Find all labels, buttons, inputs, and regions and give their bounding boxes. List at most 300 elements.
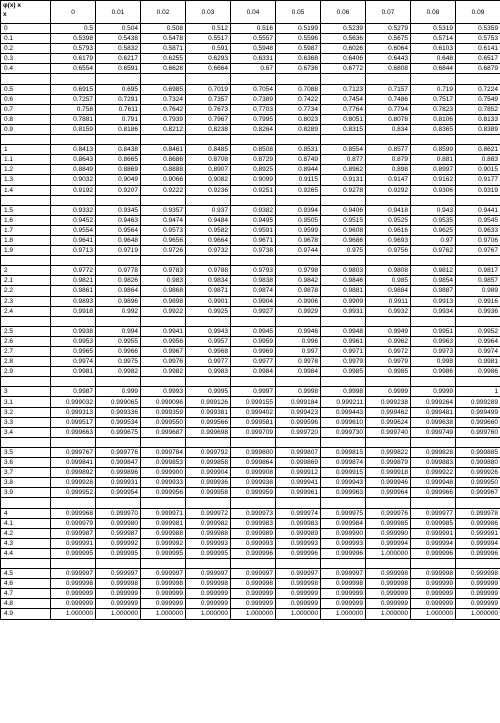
spacer-cell: [51, 437, 96, 447]
value-cell: 1: [456, 387, 500, 397]
value-cell: 0.9147: [366, 175, 411, 185]
spacer-cell: [51, 316, 96, 326]
value-cell: 0.6141: [456, 44, 500, 54]
table-row: [1, 296, 500, 306]
table-row: [1, 589, 500, 599]
value-cell: 0.998: [411, 357, 456, 367]
value-cell: 0.999999: [231, 589, 276, 599]
value-cell: 0.999912: [276, 468, 321, 478]
spacer-row: [1, 195, 500, 205]
value-cell: 0.97: [411, 235, 456, 245]
value-cell: 0.999961: [276, 488, 321, 498]
value-cell: 0.9909: [321, 296, 366, 306]
value-cell: 0.7967: [186, 114, 231, 124]
column-header: 0: [51, 1, 96, 24]
value-cell: 0.9418: [366, 205, 411, 215]
value-cell: 0.9319: [456, 185, 500, 195]
value-cell: 0.9929: [276, 306, 321, 316]
value-cell: 0.9671: [231, 235, 276, 245]
value-cell: 0.999994: [456, 538, 500, 548]
value-cell: 0.999999: [411, 599, 456, 609]
spacer-cell: [1, 316, 51, 326]
value-cell: 0.9726: [141, 246, 186, 256]
table-row: [1, 528, 500, 538]
spacer-cell: [276, 74, 321, 84]
value-cell: 0.9998: [276, 387, 321, 397]
value-cell: 0.9633: [456, 225, 500, 235]
value-cell: 0.999638: [411, 417, 456, 427]
value-cell: 0.999971: [141, 508, 186, 518]
value-cell: 0.7995: [231, 114, 276, 124]
value-cell: 0.9616: [366, 225, 411, 235]
value-cell: 0.9966: [96, 347, 141, 357]
row-label: 4.5: [1, 569, 51, 579]
spacer-cell: [456, 135, 500, 145]
value-cell: 0.6628: [141, 64, 186, 74]
value-cell: 0.999995: [96, 548, 141, 558]
column-header: 0.05: [276, 1, 321, 24]
value-cell: 0.999979: [51, 518, 96, 528]
value-cell: 0.999992: [96, 538, 141, 548]
value-cell: 0.999994: [411, 538, 456, 548]
value-cell: 0.9693: [366, 235, 411, 245]
spacer-cell: [276, 256, 321, 266]
spacer-cell: [411, 256, 456, 266]
value-cell: 0.8485: [186, 145, 231, 155]
value-cell: 0.999989: [231, 528, 276, 538]
value-cell: 0.9941: [141, 326, 186, 336]
value-cell: 0.999: [96, 387, 141, 397]
value-cell: 0.999847: [96, 458, 141, 468]
value-cell: 0.999767: [51, 447, 96, 457]
value-cell: 0.6879: [456, 64, 500, 74]
spacer-cell: [96, 74, 141, 84]
value-cell: 0.9251: [231, 185, 276, 195]
value-cell: 0.9906: [276, 296, 321, 306]
value-cell: 0.5675: [366, 34, 411, 44]
table-row: [1, 336, 500, 346]
spacer-cell: [1, 377, 51, 387]
value-cell: 0.9778: [96, 266, 141, 276]
value-cell: 0.9925: [186, 306, 231, 316]
spacer-cell: [186, 135, 231, 145]
row-label: 0: [1, 24, 51, 34]
spacer-cell: [186, 195, 231, 205]
value-cell: 0.9861: [51, 286, 96, 296]
value-cell: 0.999869: [276, 458, 321, 468]
spacer-cell: [366, 437, 411, 447]
spacer-cell: [276, 135, 321, 145]
spacer-cell: [96, 195, 141, 205]
spacer-cell: [321, 256, 366, 266]
value-cell: 0.9772: [51, 266, 96, 276]
table-row: [1, 427, 500, 437]
table-row: [1, 488, 500, 498]
value-cell: 0.6591: [96, 64, 141, 74]
value-cell: 0.9898: [141, 296, 186, 306]
spacer-cell: [411, 135, 456, 145]
value-cell: 0.999992: [141, 538, 186, 548]
value-cell: 0.8997: [411, 165, 456, 175]
spacer-cell: [231, 74, 276, 84]
row-label: 4.6: [1, 579, 51, 589]
value-cell: 0.999943: [321, 478, 366, 488]
spacer-cell: [141, 74, 186, 84]
column-header: 0.02: [141, 1, 186, 24]
value-cell: 0.9999: [411, 387, 456, 397]
row-label: 4.1: [1, 518, 51, 528]
value-cell: 0.9977: [231, 357, 276, 367]
value-cell: 0.8888: [141, 165, 186, 175]
table-row: [1, 447, 500, 457]
value-cell: 0.7939: [141, 114, 186, 124]
value-cell: 0.9082: [186, 175, 231, 185]
value-cell: 0.999313: [51, 407, 96, 417]
value-cell: 0.9452: [51, 215, 96, 225]
value-cell: 0.999997: [231, 569, 276, 579]
value-cell: 0.9222: [141, 185, 186, 195]
spacer-cell: [51, 256, 96, 266]
value-cell: 0.999853: [141, 458, 186, 468]
value-cell: 0.9838: [231, 276, 276, 286]
value-cell: 0.9868: [141, 286, 186, 296]
value-cell: 0.999998: [276, 579, 321, 589]
value-cell: 0.999964: [366, 488, 411, 498]
spacer-cell: [186, 74, 231, 84]
value-cell: 0.5987: [276, 44, 321, 54]
value-cell: 0.999675: [96, 427, 141, 437]
value-cell: 0.9545: [456, 215, 500, 225]
value-cell: 0.9115: [276, 175, 321, 185]
spacer-cell: [366, 377, 411, 387]
table-row: [1, 347, 500, 357]
value-cell: 0.999155: [231, 397, 276, 407]
value-cell: 0.9974: [456, 347, 500, 357]
row-label: 2.8: [1, 357, 51, 367]
value-cell: 0.9664: [186, 235, 231, 245]
value-cell: 0.9936: [456, 306, 500, 316]
value-cell: 0.999990: [321, 528, 366, 538]
value-cell: 0.999998: [231, 579, 276, 589]
value-cell: 0.999999: [456, 599, 500, 609]
value-cell: 0.9783: [141, 266, 186, 276]
value-cell: 0.7157: [366, 84, 411, 94]
spacer-cell: [411, 74, 456, 84]
spacer-cell: [1, 558, 51, 568]
value-cell: 0.999660: [456, 417, 500, 427]
value-cell: 0.999959: [231, 488, 276, 498]
spacer-cell: [321, 377, 366, 387]
value-cell: 0.9608: [321, 225, 366, 235]
spacer-cell: [231, 135, 276, 145]
spacer-cell: [231, 558, 276, 568]
table-row: [1, 235, 500, 245]
value-cell: 0.9956: [141, 336, 186, 346]
value-cell: 0.999596: [276, 417, 321, 427]
value-cell: 0.9963: [411, 336, 456, 346]
value-cell: 0.791: [96, 114, 141, 124]
row-label: 1.3: [1, 175, 51, 185]
spacer-cell: [186, 377, 231, 387]
value-cell: 0.7611: [96, 104, 141, 114]
value-cell: 0.8438: [96, 145, 141, 155]
value-cell: 0.883: [456, 155, 500, 165]
value-cell: 0.999687: [141, 427, 186, 437]
value-cell: 0.999760: [456, 427, 500, 437]
value-cell: 0.7549: [456, 94, 500, 104]
value-cell: 0.999997: [96, 569, 141, 579]
value-cell: 0.8023: [276, 114, 321, 124]
value-cell: 0.9474: [141, 215, 186, 225]
table-row: [1, 508, 500, 518]
value-cell: 0.999950: [456, 478, 500, 488]
value-cell: 0.881: [411, 155, 456, 165]
value-cell: 0.6443: [366, 54, 411, 64]
value-cell: 0.9842: [276, 276, 321, 286]
value-cell: 0.504: [96, 24, 141, 34]
value-cell: 0.5948: [231, 44, 276, 54]
value-cell: 0.8289: [276, 124, 321, 134]
value-cell: 0.999828: [411, 447, 456, 457]
spacer-cell: [1, 74, 51, 84]
value-cell: 0.8849: [51, 165, 96, 175]
value-cell: 0.999966: [411, 488, 456, 498]
value-cell: 0.9884: [366, 286, 411, 296]
value-cell: 0.9767: [456, 246, 500, 256]
value-cell: 0.996: [276, 336, 321, 346]
value-cell: 0.9971: [321, 347, 366, 357]
spacer-cell: [456, 316, 500, 326]
value-cell: 0.999997: [321, 569, 366, 579]
value-cell: 0.999983: [276, 518, 321, 528]
value-cell: 1.000000: [141, 609, 186, 619]
row-label: 2.6: [1, 336, 51, 346]
value-cell: 0.999986: [456, 518, 500, 528]
value-cell: 0.9985: [366, 367, 411, 377]
value-cell: 1.000000: [186, 609, 231, 619]
value-cell: 0.999954: [96, 488, 141, 498]
table-row: [1, 34, 500, 44]
table-row: [1, 326, 500, 336]
value-cell: 0.999065: [96, 397, 141, 407]
value-cell: 0.999999: [186, 599, 231, 609]
value-cell: 0.9192: [51, 185, 96, 195]
value-cell: 0.9957: [186, 336, 231, 346]
value-cell: 0.999740: [366, 427, 411, 437]
value-cell: 0.6368: [276, 54, 321, 64]
value-cell: 0.999822: [366, 447, 411, 457]
value-cell: 0.9968: [186, 347, 231, 357]
value-cell: 0.7019: [186, 84, 231, 94]
value-cell: 0.5199: [276, 24, 321, 34]
value-cell: 0.999880: [456, 458, 500, 468]
value-cell: 0.999922: [411, 468, 456, 478]
value-cell: 0.999989: [276, 528, 321, 538]
table-row: [1, 114, 500, 124]
row-label: 2.3: [1, 296, 51, 306]
spacer-cell: [141, 558, 186, 568]
value-cell: 0.999998: [456, 569, 500, 579]
value-cell: 0.999999: [276, 589, 321, 599]
value-cell: 0.8531: [276, 145, 321, 155]
value-cell: 0.999126: [186, 397, 231, 407]
spacer-cell: [186, 256, 231, 266]
row-label: 0.3: [1, 54, 51, 64]
value-cell: 0.999999: [366, 589, 411, 599]
value-cell: 0.8365: [411, 124, 456, 134]
value-cell: 0.999977: [411, 508, 456, 518]
spacer-cell: [456, 195, 500, 205]
spacer-cell: [141, 437, 186, 447]
value-cell: 0.7673: [186, 104, 231, 114]
spacer-cell: [51, 195, 96, 205]
value-cell: 0.9382: [231, 205, 276, 215]
value-cell: 0.6985: [141, 84, 186, 94]
value-cell: 0.9964: [456, 336, 500, 346]
spacer-cell: [366, 558, 411, 568]
value-cell: 0.999698: [186, 427, 231, 437]
row-label: 2.9: [1, 367, 51, 377]
value-cell: 0.999938: [231, 478, 276, 488]
value-cell: 0.9984: [231, 367, 276, 377]
value-cell: 0.5478: [141, 34, 186, 44]
value-cell: 0.999211: [321, 397, 366, 407]
spacer-cell: [96, 256, 141, 266]
value-cell: 0.999999: [321, 599, 366, 609]
header-row: [1, 1, 500, 24]
value-cell: 0.9986: [411, 367, 456, 377]
value-cell: 0.999970: [96, 508, 141, 518]
row-label: 1.5: [1, 205, 51, 215]
table-row: [1, 599, 500, 609]
value-cell: 0.999999: [186, 589, 231, 599]
value-cell: 0.999995: [51, 548, 96, 558]
value-cell: 0.9975: [96, 357, 141, 367]
value-cell: 0.9982: [141, 367, 186, 377]
value-cell: 0.7422: [276, 94, 321, 104]
value-cell: 0.999908: [231, 468, 276, 478]
table-row: [1, 84, 500, 94]
spacer-cell: [411, 437, 456, 447]
value-cell: 0.9345: [96, 205, 141, 215]
table-row: [1, 387, 500, 397]
value-cell: 0.9099: [231, 175, 276, 185]
value-cell: 0.999987: [51, 528, 96, 538]
value-cell: 0.758: [51, 104, 96, 114]
value-cell: 0.999996: [321, 548, 366, 558]
value-cell: 0.5517: [186, 34, 231, 44]
value-cell: 0.999900: [141, 468, 186, 478]
value-cell: 0.9953: [51, 336, 96, 346]
value-cell: 0.999998: [96, 579, 141, 589]
value-cell: 0.8461: [141, 145, 186, 155]
value-cell: 0.8686: [141, 155, 186, 165]
value-cell: 0.9995: [186, 387, 231, 397]
value-cell: 0.999904: [186, 468, 231, 478]
spacer-cell: [141, 256, 186, 266]
value-cell: 0.999956: [141, 488, 186, 498]
spacer-cell: [456, 256, 500, 266]
table-row: [1, 225, 500, 235]
value-cell: 0.999999: [276, 599, 321, 609]
row-label: 3.9: [1, 488, 51, 498]
row-label: 3.4: [1, 427, 51, 437]
value-cell: 0.6517: [456, 54, 500, 64]
value-cell: 0.999730: [321, 427, 366, 437]
value-cell: 0.9656: [141, 235, 186, 245]
row-label: 2.7: [1, 347, 51, 357]
spacer-cell: [321, 195, 366, 205]
value-cell: 0.9713: [51, 246, 96, 256]
value-cell: 0.9945: [231, 326, 276, 336]
row-label: 3.1: [1, 397, 51, 407]
value-cell: 0.9967: [141, 347, 186, 357]
table-row: [1, 185, 500, 195]
value-cell: 0.999096: [141, 397, 186, 407]
value-cell: 0.999998: [366, 579, 411, 589]
value-cell: 0.9931: [321, 306, 366, 316]
table-row: [1, 145, 500, 155]
value-cell: 0.9893: [51, 296, 96, 306]
value-cell: 0.5636: [321, 34, 366, 44]
spacer-cell: [51, 558, 96, 568]
value-cell: 0.9993: [141, 387, 186, 397]
value-cell: 0.999958: [186, 488, 231, 498]
value-cell: 0.6331: [231, 54, 276, 64]
value-cell: 0.999800: [231, 447, 276, 457]
value-cell: 0.999990: [366, 528, 411, 538]
value-cell: 0.9678: [276, 235, 321, 245]
row-label: 3.6: [1, 458, 51, 468]
table-row: [1, 468, 500, 478]
value-cell: 0.9648: [96, 235, 141, 245]
value-cell: 0.9984: [276, 367, 321, 377]
spacer-cell: [456, 437, 500, 447]
value-cell: 0.9515: [321, 215, 366, 225]
value-cell: 0.7088: [276, 84, 321, 94]
table-row: [1, 104, 500, 114]
row-label: 0.2: [1, 44, 51, 54]
value-cell: 0.7123: [321, 84, 366, 94]
value-cell: 0.999784: [141, 447, 186, 457]
value-cell: 0.8264: [231, 124, 276, 134]
value-cell: 0.9738: [231, 246, 276, 256]
value-cell: 1.000000: [276, 609, 321, 619]
value-cell: 0.999996: [411, 548, 456, 558]
value-cell: 0.8186: [96, 124, 141, 134]
value-cell: 0.9972: [366, 347, 411, 357]
value-cell: 0.7454: [321, 94, 366, 104]
value-cell: 0.5793: [51, 44, 96, 54]
value-cell: 0.9706: [456, 235, 500, 245]
table-row: [1, 155, 500, 165]
value-cell: 0.999264: [411, 397, 456, 407]
value-cell: 0.9983: [186, 367, 231, 377]
value-cell: 0.5557: [231, 34, 276, 44]
table-body: [1, 24, 500, 620]
spacer-cell: [411, 558, 456, 568]
value-cell: 0.999841: [51, 458, 96, 468]
value-cell: 0.9871: [186, 286, 231, 296]
value-cell: 0.999874: [321, 458, 366, 468]
value-cell: 0.9959: [231, 336, 276, 346]
value-cell: 0.9582: [186, 225, 231, 235]
spacer-row: [1, 437, 500, 447]
spacer-cell: [321, 74, 366, 84]
value-cell: 0.8133: [456, 114, 500, 124]
value-cell: 0.999975: [321, 508, 366, 518]
value-cell: 0.999517: [51, 417, 96, 427]
